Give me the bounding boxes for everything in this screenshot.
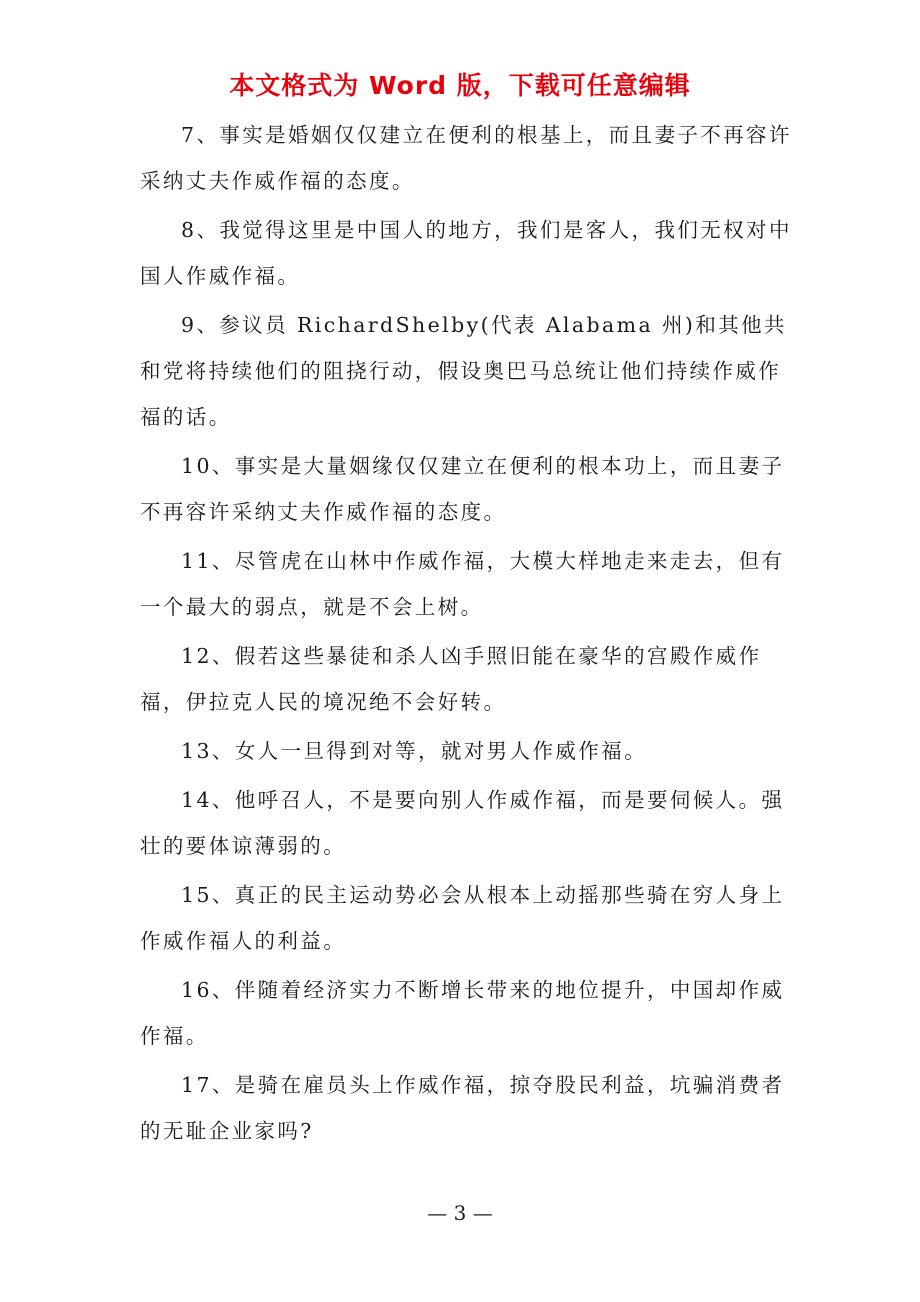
page-number: — 3 —: [427, 1201, 493, 1225]
paragraph: 13、女人一旦得到对等，就对男人作威作福。: [181, 739, 647, 763]
header-banner: 本文格式为 Word 版，下载可任意编辑: [229, 71, 691, 100]
paragraph: 8、我觉得这里是中国人的地方，我们是客人，我们无权对中国人作威作福。: [140, 218, 792, 288]
paragraph: 9、参议员 RichardShelby(代表 Alabama 州)和其他共和党将持续他们的阻挠行动，假设奥巴马总统让他们持续作威作福的话。: [140, 313, 787, 429]
paragraph: 10、事实是大量姻缘仅仅建立在便利的根本功上，而且妻子不再容许采纳丈夫作威作福的态度。: [140, 454, 785, 524]
paragraph: 14、他呼召人，不是要向别人作威作福，而是要伺候人。强壮的要体谅薄弱的。: [140, 788, 785, 858]
paragraph: 7、事实是婚姻仅仅建立在便利的根基上，而且妻子不再容许采纳丈夫作威作福的态度。: [140, 123, 792, 193]
paragraph: 15、真正的民主运动势必会从根本上动摇那些骑在穷人身上作威作福人的利益。: [140, 883, 785, 953]
paragraph: 11、尽管虎在山林中作威作福，大模大样地走来走去，但有一个最大的弱点，就是不会上树。: [140, 549, 785, 619]
paragraph: 17、是骑在雇员头上作威作福，掠夺股民利益，坑骗消费者的无耻企业家吗?: [140, 1073, 785, 1143]
paragraph: 16、伴随着经济实力不断增长带来的地位提升，中国却作威作福。: [140, 978, 785, 1048]
paragraph: 12、假若这些暴徒和杀人凶手照旧能在豪华的宫殿作威作福，伊拉克人民的境况绝不会好转。: [140, 644, 762, 714]
document-body: [140, 112, 800, 1157]
